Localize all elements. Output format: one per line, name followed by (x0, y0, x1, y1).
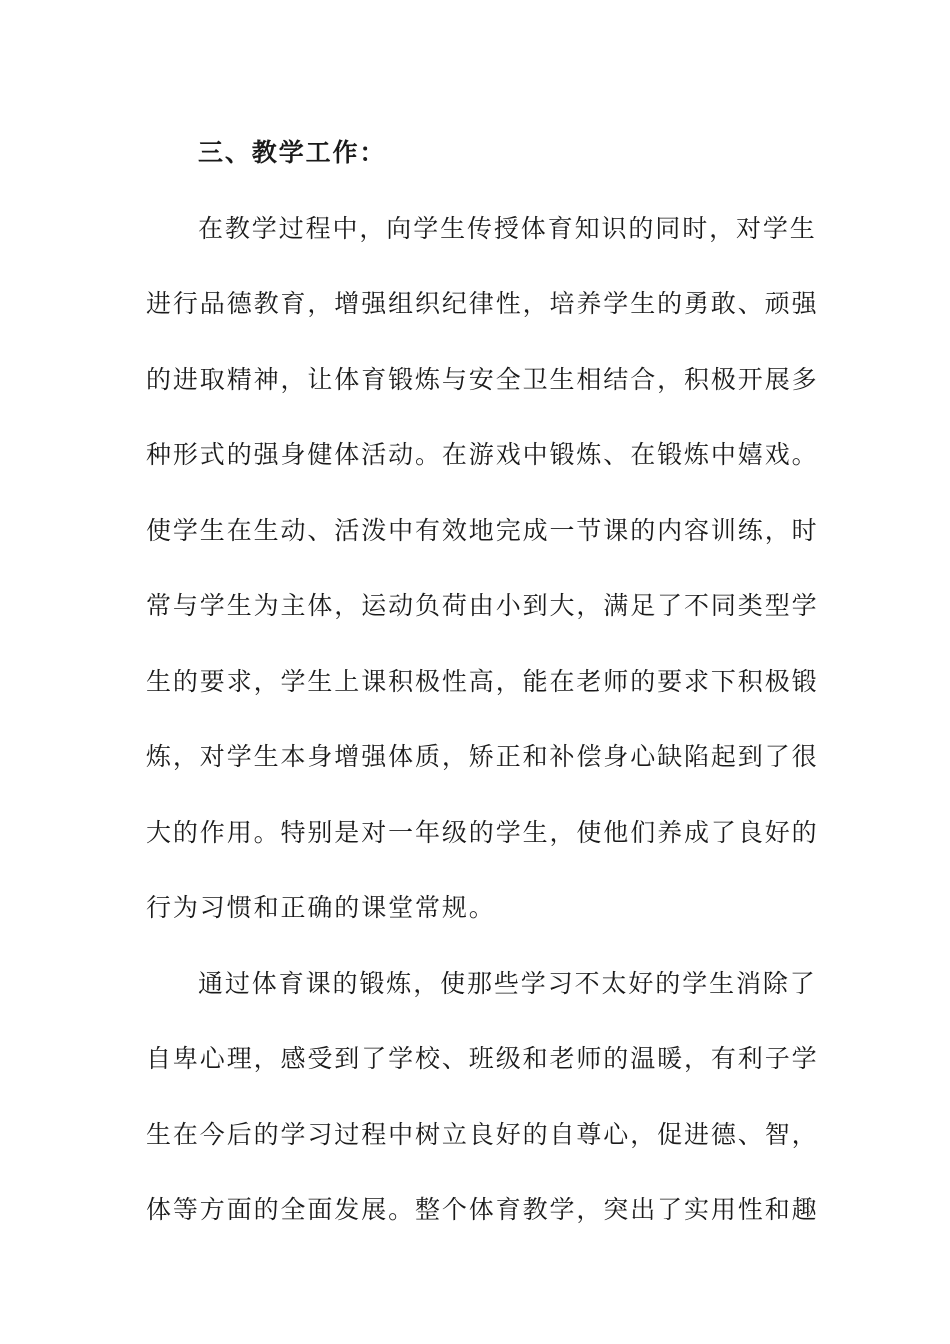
paragraph-line: 自卑心理，感受到了学校、班级和老师的温暖，有利子学 (146, 1044, 819, 1073)
paragraph-line: 生的要求，学生上课积极性高，能在老师的要求下积极锻 (146, 666, 819, 696)
paragraph-line: 的进取精神，让体育锻炼与安全卫生相结合，积极开展多 (146, 364, 819, 394)
paragraph-line: 炼，对学生本身增强体质，矫正和补偿身心缺陷起到了很 (146, 742, 819, 771)
paragraph-line: 进行品德教育，增强组织纪律性，培养学生的勇敢、顽强 (146, 289, 819, 318)
paragraph-line: 种形式的强身健体活动。在游戏中锻炼、在锻炼中嬉戏。 (146, 440, 819, 469)
paragraph-line: 常与学生为主体，运动负荷由小到大，满足了不同类型学 (146, 591, 819, 620)
paragraph-line: 生在今后的学习过程中树立良好的自尊心，促进德、智， (146, 1119, 819, 1149)
paragraph-1 (146, 204, 819, 959)
paragraph-line: 行为习惯和正确的课堂常规。 (146, 893, 496, 922)
document-body (146, 128, 819, 1261)
paragraph-line: 大的作用。特别是对一年级的学生，使他们养成了良好的 (146, 817, 819, 847)
paragraph-line: 在教学过程中，向学生传授体育知识的同时，对学生 (198, 213, 817, 243)
paragraph-line: 通过体育课的锻炼，使那些学习不太好的学生消除了 (198, 968, 817, 998)
section-heading: 三、教学工作： (198, 138, 387, 167)
paragraph-line: 使学生在生动、活泼中有效地完成一节课的内容训练，时 (146, 515, 819, 545)
paragraph-line: 体等方面的全面发展。整个体育教学，突出了实用性和趣 (146, 1195, 819, 1224)
paragraph-2 (146, 959, 819, 1261)
